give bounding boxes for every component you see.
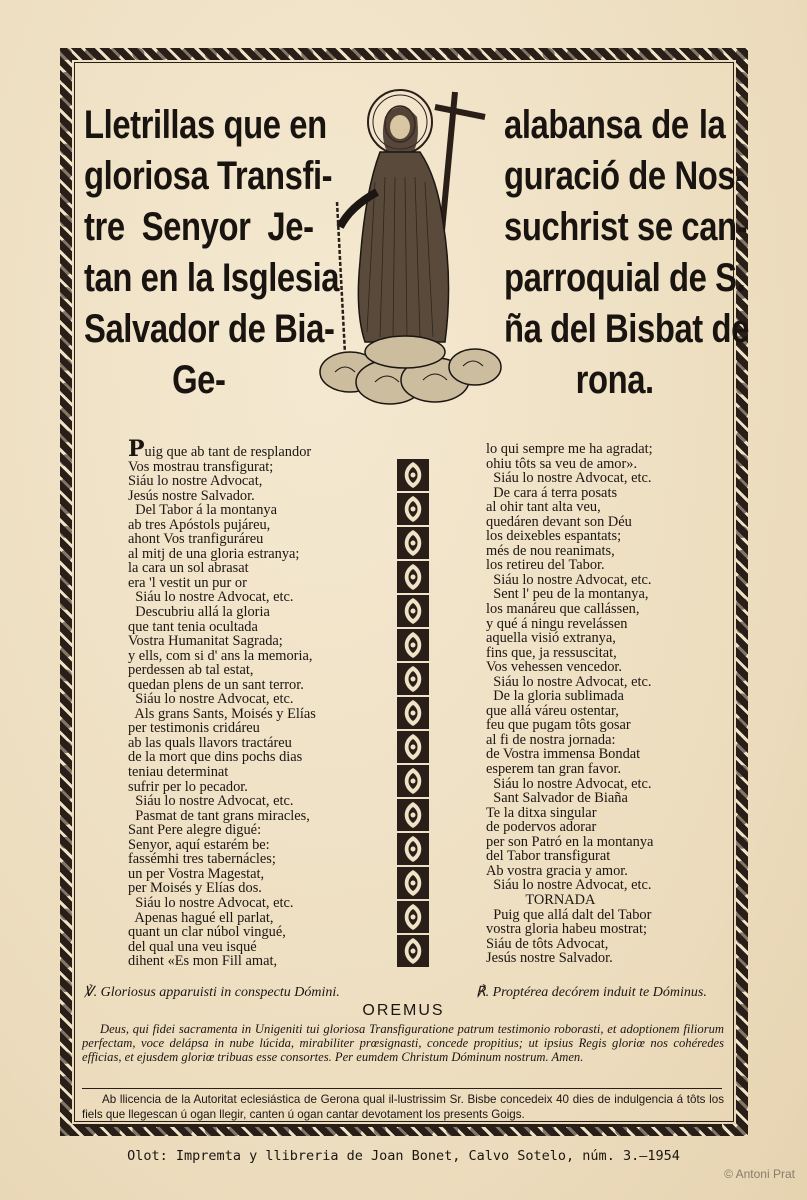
verse-line: los deixebles espantats; bbox=[486, 528, 622, 545]
verse-line: De la gloria sublimada bbox=[486, 688, 624, 705]
verse-line: Siáu de tôts Advocat, bbox=[486, 935, 609, 952]
verse-line: per testimonis cridáreu bbox=[128, 720, 260, 737]
title-line: tan en la Isglesia bbox=[84, 256, 340, 300]
verse-line: Siáu lo nostre Advocat, bbox=[128, 473, 263, 490]
verse-line: fins que, ja ressuscitat, bbox=[486, 644, 617, 661]
verse-line: al fi de nostra jornada: bbox=[486, 731, 616, 748]
verse-line: del qual una veu isqué bbox=[128, 938, 257, 955]
verse-line: ab las quals llavors tractáreu bbox=[128, 734, 292, 751]
title-line: Lletrillas que en bbox=[84, 103, 327, 147]
verse-line: ohiu tôts sa veu de amor». bbox=[486, 455, 638, 472]
verse-line: Siáu lo nostre Advocat, etc. bbox=[486, 673, 652, 690]
verse-line: al ohir tant alta veu, bbox=[486, 499, 601, 516]
versicle: ℣. Gloriosus apparuisti in conspectu Dómini. bbox=[84, 985, 340, 1000]
title-line: rona. bbox=[575, 358, 654, 402]
verse-line: feu que pugam tôts gosar bbox=[486, 717, 631, 734]
verse-line: vostra gloria habeu mostrat; bbox=[486, 921, 648, 938]
verse-line: al mitj de una gloria estranya; bbox=[128, 545, 300, 562]
verse-line: perdessen ab tal estat, bbox=[128, 662, 254, 679]
title-left-column bbox=[84, 100, 340, 406]
verse-line: un per Vostra Magestat, bbox=[128, 865, 265, 882]
verse-line: de podervos adorar bbox=[486, 819, 597, 836]
verse-left-column bbox=[128, 436, 388, 970]
ecclesiastical-license: Ab llicencia de la Autoritat eclesiástica de Gerona qual il-lustrissim Sr. Bisbe concedeix 40 dies de indulgencia á tôts los fiels que llegescan ú ogan llegir, canten ú ogan cantar devotament los presents Goigs. bbox=[82, 1093, 724, 1121]
verse-line: de la mort que dins pochs dias bbox=[128, 749, 303, 766]
verse-line: Siáu lo nostre Advocat, etc. bbox=[128, 589, 294, 606]
verse-line: quedan plens de un sant terror. bbox=[128, 676, 304, 693]
verse-line: per son Patró en la montanya bbox=[486, 833, 654, 850]
ornamental-column-divider bbox=[396, 458, 430, 968]
verse-line: Sant Pere alegre digué: bbox=[128, 822, 262, 839]
printer-imprint: Olot: Impremta y llibreria de Joan Bonet, Calvo Sotelo, núm. 3.—1954 bbox=[127, 1148, 680, 1164]
verse-line: Vostra Humanitat Sagrada; bbox=[128, 633, 283, 650]
oremus-heading: OREMUS bbox=[362, 1002, 445, 1019]
title-line: ña del Bisbat de bbox=[504, 307, 749, 351]
verse-line: Siáu lo nostre Advocat, etc. bbox=[486, 571, 652, 588]
verse-line: De cara á terra posats bbox=[486, 484, 618, 501]
verse-line: fassémhi tres tabernácles; bbox=[128, 851, 276, 868]
verse-line: los retireu del Tabor. bbox=[486, 557, 605, 574]
verse-line: del Tabor transfigurat bbox=[486, 848, 611, 865]
verse-line: y qué á ningu revelássen bbox=[486, 615, 628, 632]
verse-line: aquella visió extranya, bbox=[486, 630, 616, 647]
verse-line: dihent «Es mon Fill amat, bbox=[128, 953, 278, 970]
verse-line: Siáu lo nostre Advocat, etc. bbox=[128, 691, 294, 708]
oremus-prayer: Deus, qui fidei sacramenta in Unigeniti tui gloriosa Transfiguratione patrum testimonio roborasti, et adoptionem filiorum perfectam, voce delápsa in nube lúcida, mirabiliter prœsignasti, concede propitius; ut ipsius Regis gloriœ nos cohéredes efficias, et ejusdem gloriœ tribuas esse consortes. Per eumdem Christum Dóminum nostrum. Amen. bbox=[82, 1022, 724, 1064]
verse-line: esperem tan gran favor. bbox=[486, 761, 622, 778]
verse-line: lo qui sempre me ha agradat; bbox=[486, 441, 653, 457]
verse-line: ahont Vos tranfiguráreu bbox=[128, 531, 264, 548]
verse-line: Vos mostrau transfigurat; bbox=[128, 458, 274, 475]
verse-line: de Vostra immensa Bondat bbox=[486, 746, 641, 763]
verse-line: que tant tenia ocultada bbox=[128, 618, 258, 635]
copyright-watermark: © Antoni Prat bbox=[724, 1167, 795, 1181]
verse-line: Jesús nostre Salvador. bbox=[128, 487, 255, 504]
title-line: alabansa de la bbox=[504, 103, 726, 147]
verse-line: per Moisés y Elías dos. bbox=[128, 880, 262, 897]
verse-line: Pasmat de tant grans miracles, bbox=[128, 807, 310, 824]
verse-line: Als grans Sants, Moisés y Elías bbox=[128, 705, 316, 722]
title-line: Salvador de Bia- bbox=[84, 307, 335, 351]
verse-line: que allá váreu ostentar, bbox=[486, 702, 619, 719]
verse-line: Senyor, aquí estarém be: bbox=[128, 836, 270, 853]
verse-line: la cara un sol abrasat bbox=[128, 560, 249, 577]
verse-line: Apenas hagué ell parlat, bbox=[128, 909, 274, 926]
verse-line: Siáu lo nostre Advocat, etc. bbox=[486, 877, 652, 894]
title-line: parroquial de S. bbox=[504, 256, 746, 300]
divider-rule bbox=[82, 1088, 722, 1089]
verse-line: quant un clar núbol vingué, bbox=[128, 924, 286, 941]
verse-line: Ab vostra gracia y amor. bbox=[486, 862, 628, 879]
title-line: gloriosa Transfi- bbox=[84, 154, 333, 198]
verse-right-column bbox=[486, 442, 726, 966]
verse-line: Jesús nostre Salvador. bbox=[486, 950, 613, 967]
verse-line: Puig que allá dalt del Tabor bbox=[486, 906, 652, 923]
verse-line: Vos vehessen vencedor. bbox=[486, 659, 623, 676]
verse-line: més de nou reanimats, bbox=[486, 542, 615, 559]
title-line: tre Senyor Je- bbox=[84, 205, 314, 249]
title-line: suchrist se can- bbox=[504, 205, 748, 249]
title-line: Ge- bbox=[172, 358, 226, 402]
title-right-column bbox=[504, 100, 749, 406]
verse-line: era 'l vestit un pur or bbox=[128, 574, 247, 591]
divider-rule bbox=[82, 1124, 722, 1127]
verse-line: Descubriu allá la gloria bbox=[128, 604, 270, 621]
verse-line: Siáu lo nostre Advocat, etc. bbox=[486, 775, 652, 792]
verse-line: teniau determinat bbox=[128, 764, 229, 781]
title-line: guració de Nos- bbox=[504, 154, 746, 198]
drop-cap: P bbox=[128, 436, 145, 462]
verse-line: Siáu lo nostre Advocat, etc. bbox=[128, 793, 294, 810]
verse-line: Siáu lo nostre Advocat, etc. bbox=[128, 894, 294, 911]
verse-line: los manáreu que callássen, bbox=[486, 601, 640, 618]
response: ℟. Proptérea decórem induit te Dóminus. bbox=[476, 985, 707, 1000]
verse-line: Sent l' peu de la montanya, bbox=[486, 586, 649, 603]
verse-line: quedáren devant son Déu bbox=[486, 513, 632, 530]
verse-line: Puig que ab tant de resplandor bbox=[128, 436, 312, 462]
verse-line: TORNADA bbox=[486, 891, 596, 908]
verse-line: ab tres Apóstols pujáreu, bbox=[128, 516, 271, 533]
verse-line: Sant Salvador de Biaña bbox=[486, 790, 628, 807]
saint-with-cross-woodcut bbox=[305, 82, 505, 412]
verse-line: y ells, com si d' ans la memoria, bbox=[128, 647, 313, 664]
verse-line: Te la ditxa singular bbox=[486, 804, 597, 821]
verse-line: sufrir per lo pecador. bbox=[128, 778, 248, 795]
verse-line: Del Tabor á la montanya bbox=[128, 502, 277, 519]
verse-line: Siáu lo nostre Advocat, etc. bbox=[486, 470, 652, 487]
